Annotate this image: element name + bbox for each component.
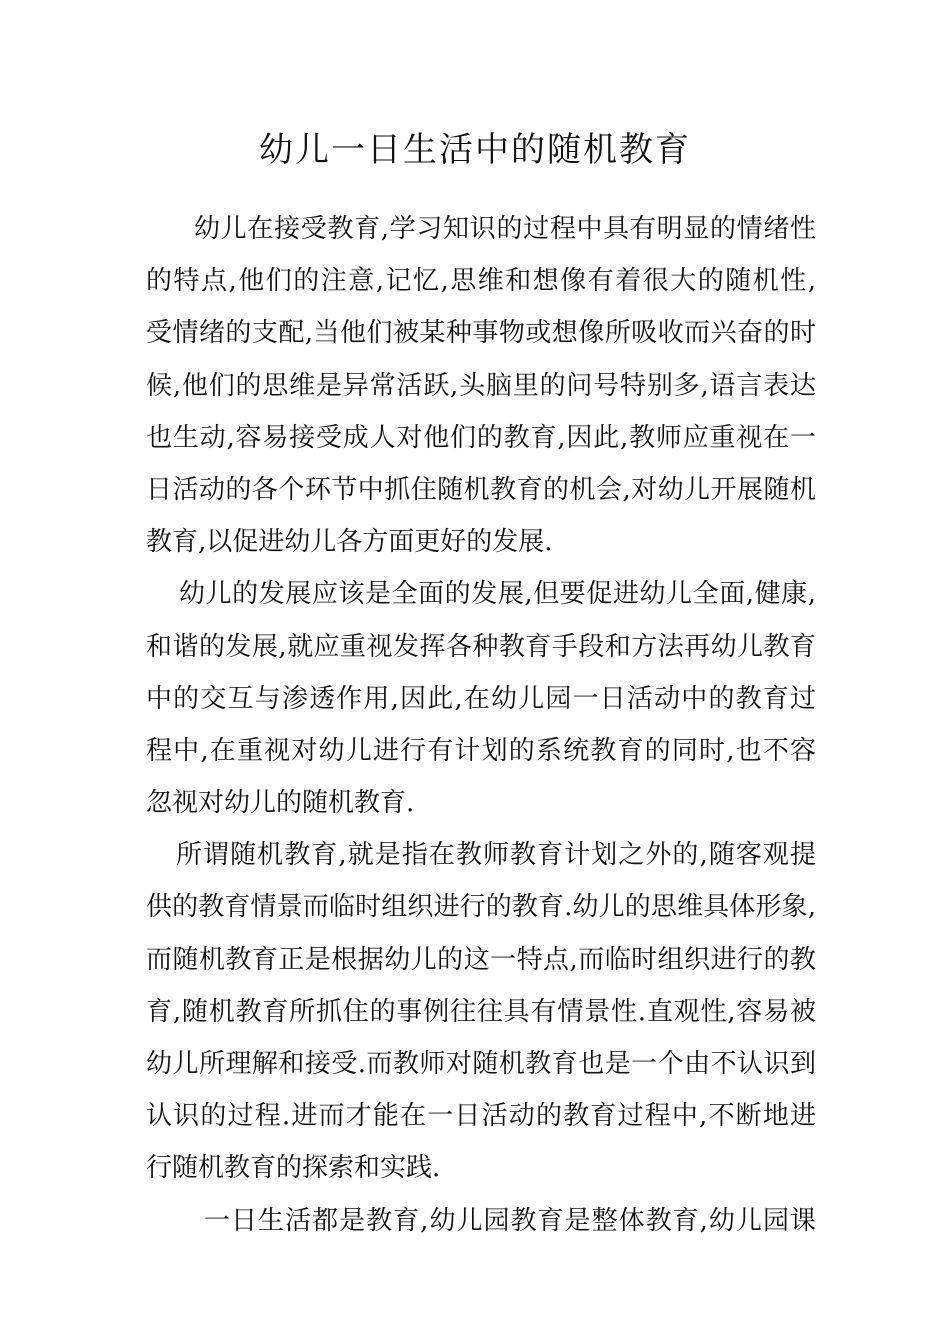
paragraph-line: 育,随机教育所抓住的事例往往具有情景性.直观性,容易被	[146, 996, 816, 1027]
paragraph-line: 候,他们的思维是异常活跃,头脑里的问号特别多,语言表达	[146, 370, 816, 401]
paragraph-line: 而随机教育正是根据幼儿的这一特点,而临时组织进行的教	[146, 944, 816, 975]
paragraph-line: 中的交互与渗透作用,因此,在幼儿园一日活动中的教育过	[146, 683, 816, 714]
paragraph-line: 供的教育情景而临时组织进行的教育.幼儿的思维具体形象,	[146, 892, 816, 923]
paragraph-line: 教育,以促进幼儿各方面更好的发展.	[146, 527, 553, 558]
paragraph-line: 行随机教育的探索和实践.	[146, 1153, 441, 1184]
paragraph-line: 所谓随机教育,就是指在教师教育计划之外的,随客观提	[176, 840, 816, 871]
paragraph-line: 认识的过程.进而才能在一日活动的教育过程中,不断地进	[146, 1101, 816, 1132]
paragraph-line: 的特点,他们的注意,记忆,思维和想像有着很大的随机性,	[146, 266, 816, 297]
document-title: 幼儿一日生活中的随机教育	[259, 130, 691, 170]
paragraph-line: 日活动的各个环节中抓住随机教育的机会,对幼儿开展随机	[146, 474, 816, 505]
paragraph-line: 幼儿在接受教育,学习知识的过程中具有明显的情绪性	[194, 214, 816, 244]
paragraph-line: 幼儿的发展应该是全面的发展,但要促进幼儿全面,健康,	[179, 579, 816, 610]
paragraph-line: 受情绪的支配,当他们被某种事物或想像所吸收而兴奋的时	[146, 318, 816, 349]
paragraph-line: 和谐的发展,就应重视发挥各种教育手段和方法再幼儿教育	[146, 631, 816, 662]
paragraph-line: 忽视对幼儿的随机教育.	[146, 788, 415, 819]
paragraph-line: 程中,在重视对幼儿进行有计划的系统教育的同时,也不容	[146, 735, 816, 766]
paragraph-line: 也生动,容易接受成人对他们的教育,因此,教师应重视在一	[146, 422, 816, 453]
document-body	[146, 203, 816, 1247]
paragraph-line: 一日生活都是教育,幼儿园教育是整体教育,幼儿园课	[204, 1205, 816, 1236]
paragraph-line: 幼儿所理解和接受.而教师对随机教育也是一个由不认识到	[146, 1049, 816, 1079]
